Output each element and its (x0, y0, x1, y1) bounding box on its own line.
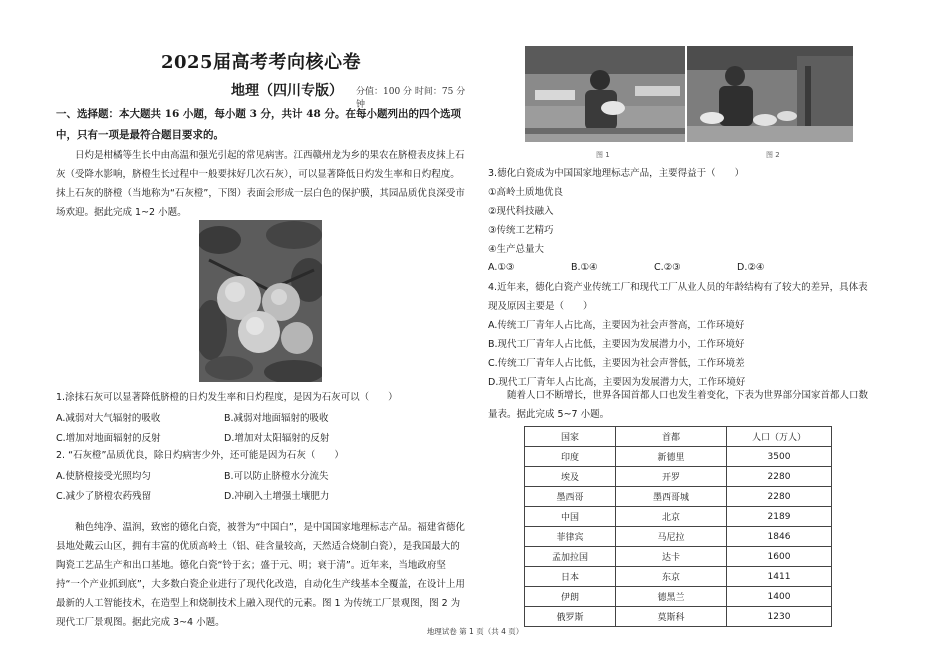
q3-item-4: ④生产总量大 (488, 244, 545, 255)
cell-population: 1846 (727, 527, 832, 547)
question-4-options (488, 316, 868, 392)
figure-2-caption: 图 2 (766, 151, 780, 159)
question-4-stem: 4.近年来，德化白瓷产业传统工厂和现代工厂从业人员的年龄结构有了较大的差异，具体表现及原因主要是（ ） (488, 282, 868, 312)
cell-capital: 北京 (616, 507, 727, 527)
question-3-items (488, 183, 868, 259)
header-capital: 首都 (616, 427, 727, 447)
cell-country: 日本 (525, 567, 616, 587)
q4-option-c[interactable]: C.传统工厂青年人占比低，主要因为社会声誉低，工作环境差 (488, 358, 745, 369)
q3-item-1: ①高岭土质地优良 (488, 187, 564, 198)
cell-population: 2280 (727, 467, 832, 487)
cell-capital: 莫斯科 (616, 607, 727, 627)
cell-capital: 东京 (616, 567, 727, 587)
exam-title: 2025届高考考向核心卷 (160, 52, 362, 73)
porcelain-paragraph: 釉色纯净、温润，致密的德化白瓷，被誉为“中国白”，是中国国家地理标志产品。福建省德化县地处戴云山区，拥有丰富的优质高岭土（铝、硅含量较高，天然适合烧制白瓷），是我国最大的陶瓷工艺品生产和出口基地。德化白瓷“铃于玄；盛于元、明；衰于清”。近年来，当地政府坚持“一个产业抓到底”，大多数白瓷企业进行了现代化改造，自动化生产线基本全覆盖，在设计上用最新的人工智能技术，在造型上和烧制技术上融入现代的元素。图 1 为传统工厂景观图，图 2 为现代工厂景观图。据此完成 3~4 小题。 (56, 522, 465, 628)
cell-country: 墨西哥 (525, 487, 616, 507)
modern-factory-photo (687, 46, 853, 142)
table-row (525, 467, 832, 487)
cell-population: 2189 (727, 507, 832, 527)
subject-title: 地理（四川专版） (231, 83, 343, 99)
q4-option-a[interactable]: A.传统工厂青年人占比高，主要因为社会声誉高，工作环境好 (488, 320, 745, 331)
q1-option-d[interactable]: D.增加对太阳辐射的反射 (224, 433, 330, 444)
cell-population: 1600 (727, 547, 832, 567)
table-row (525, 447, 832, 467)
cell-capital: 达卡 (616, 547, 727, 567)
cell-country: 中国 (525, 507, 616, 527)
q2-option-a[interactable]: A.使脐橙接受光照均匀 (56, 471, 151, 482)
cell-capital: 墨西哥城 (616, 487, 727, 507)
q3-option-a[interactable]: A.①③ (488, 262, 515, 273)
section-heading: 一、选择题：本大题共 16 小题，每小题 3 分，共计 48 分。在每小题列出的四个选项中，只有一项是最符合题目要求的。 (56, 108, 461, 141)
cell-country: 印度 (525, 447, 616, 467)
q1-option-c[interactable]: C.增加对地面辐射的反射 (56, 433, 161, 444)
question-1-stem: 1.涂抹石灰可以显著降低脐橙的日灼发生率和日灼程度，是因为石灰可以（ ） (56, 392, 398, 403)
cell-country: 菲律宾 (525, 527, 616, 547)
table-row (525, 507, 832, 527)
question-2-options (56, 466, 466, 506)
cell-country: 孟加拉国 (525, 547, 616, 567)
cell-population: 1230 (727, 607, 832, 627)
cell-population: 1400 (727, 587, 832, 607)
score-time-info: 分值：100 分 时间：75 分钟 (356, 87, 466, 110)
question-2-stem: 2. “石灰橙”品质优良，除日灼病害少外，还可能是因为石灰（ ） (56, 450, 344, 461)
table-row (525, 607, 832, 627)
population-paragraph: 随着人口不断增长，世界各国首都人口也发生着变化，下表为世界部分国家首都人口数量表。据此完成 5~7 小题。 (488, 390, 869, 420)
q2-option-b[interactable]: B.可以防止脐橙水分流失 (224, 471, 329, 482)
header-country: 国家 (525, 427, 616, 447)
figure-1-caption: 图 1 (596, 151, 610, 159)
q3-option-c[interactable]: C.②③ (654, 262, 681, 273)
header-population: 人口（万人） (727, 427, 832, 447)
q1-option-b[interactable]: B.减弱对地面辐射的吸收 (224, 413, 329, 424)
cell-population: 3500 (727, 447, 832, 467)
q4-option-d[interactable]: D.现代工厂青年人占比高，主要因为发展潜力大，工作环境好 (488, 377, 746, 388)
question-1-options (56, 408, 466, 448)
cell-capital: 马尼拉 (616, 527, 727, 547)
page-footer: 地理试卷 第 1 页（共 4 页） (426, 627, 524, 636)
traditional-factory-photo (525, 46, 685, 142)
question-3-stem: 3.德化白瓷成为中国国家地理标志产品，主要得益于（ ） (488, 168, 745, 179)
q4-option-b[interactable]: B.现代工厂青年人占比低，主要因为发展潜力小，工作环境好 (488, 339, 745, 350)
cell-population: 2280 (727, 487, 832, 507)
table-row (525, 587, 832, 607)
q3-option-d[interactable]: D.②④ (737, 262, 765, 273)
table-row (525, 527, 832, 547)
navel-orange-photo (199, 220, 322, 382)
cell-population: 1411 (727, 567, 832, 587)
q3-item-2: ②现代科技融入 (488, 206, 554, 217)
cell-capital: 新德里 (616, 447, 727, 467)
capital-population-table (524, 426, 832, 627)
table-row (525, 547, 832, 567)
cell-country: 俄罗斯 (525, 607, 616, 627)
cell-capital: 德黑兰 (616, 587, 727, 607)
q3-item-3: ③传统工艺精巧 (488, 225, 554, 236)
question-3-options (488, 262, 868, 278)
q3-option-b[interactable]: B.①④ (571, 262, 598, 273)
q2-option-d[interactable]: D.冲刷入土增强土壤肥力 (224, 491, 330, 502)
cell-country: 埃及 (525, 467, 616, 487)
table-header-row (525, 427, 832, 447)
intro-paragraph: 日灼是柑橘等生长中由高温和强光引起的常见病害。江西赣州龙为乡的果农在脐橙表皮抹上石灰（受降水影响，脐橙生长过程中一般要抹好几次石灰），可以显著降低日灼发生率和日灼程度。抹上石灰的脐橙（当地称为“石灰橙”，下图）表面会形成一层白色的保护膜，其园品质优良深受市场欢迎。据此完成 1~2 小题。 (56, 150, 465, 218)
table-row (525, 487, 832, 507)
q2-option-c[interactable]: C.减少了脐橙农药残留 (56, 491, 152, 502)
subtitle-row (56, 80, 466, 110)
table-row (525, 567, 832, 587)
cell-country: 伊朗 (525, 587, 616, 607)
cell-capital: 开罗 (616, 467, 727, 487)
q1-option-a[interactable]: A.减弱对大气辐射的吸收 (56, 413, 161, 424)
